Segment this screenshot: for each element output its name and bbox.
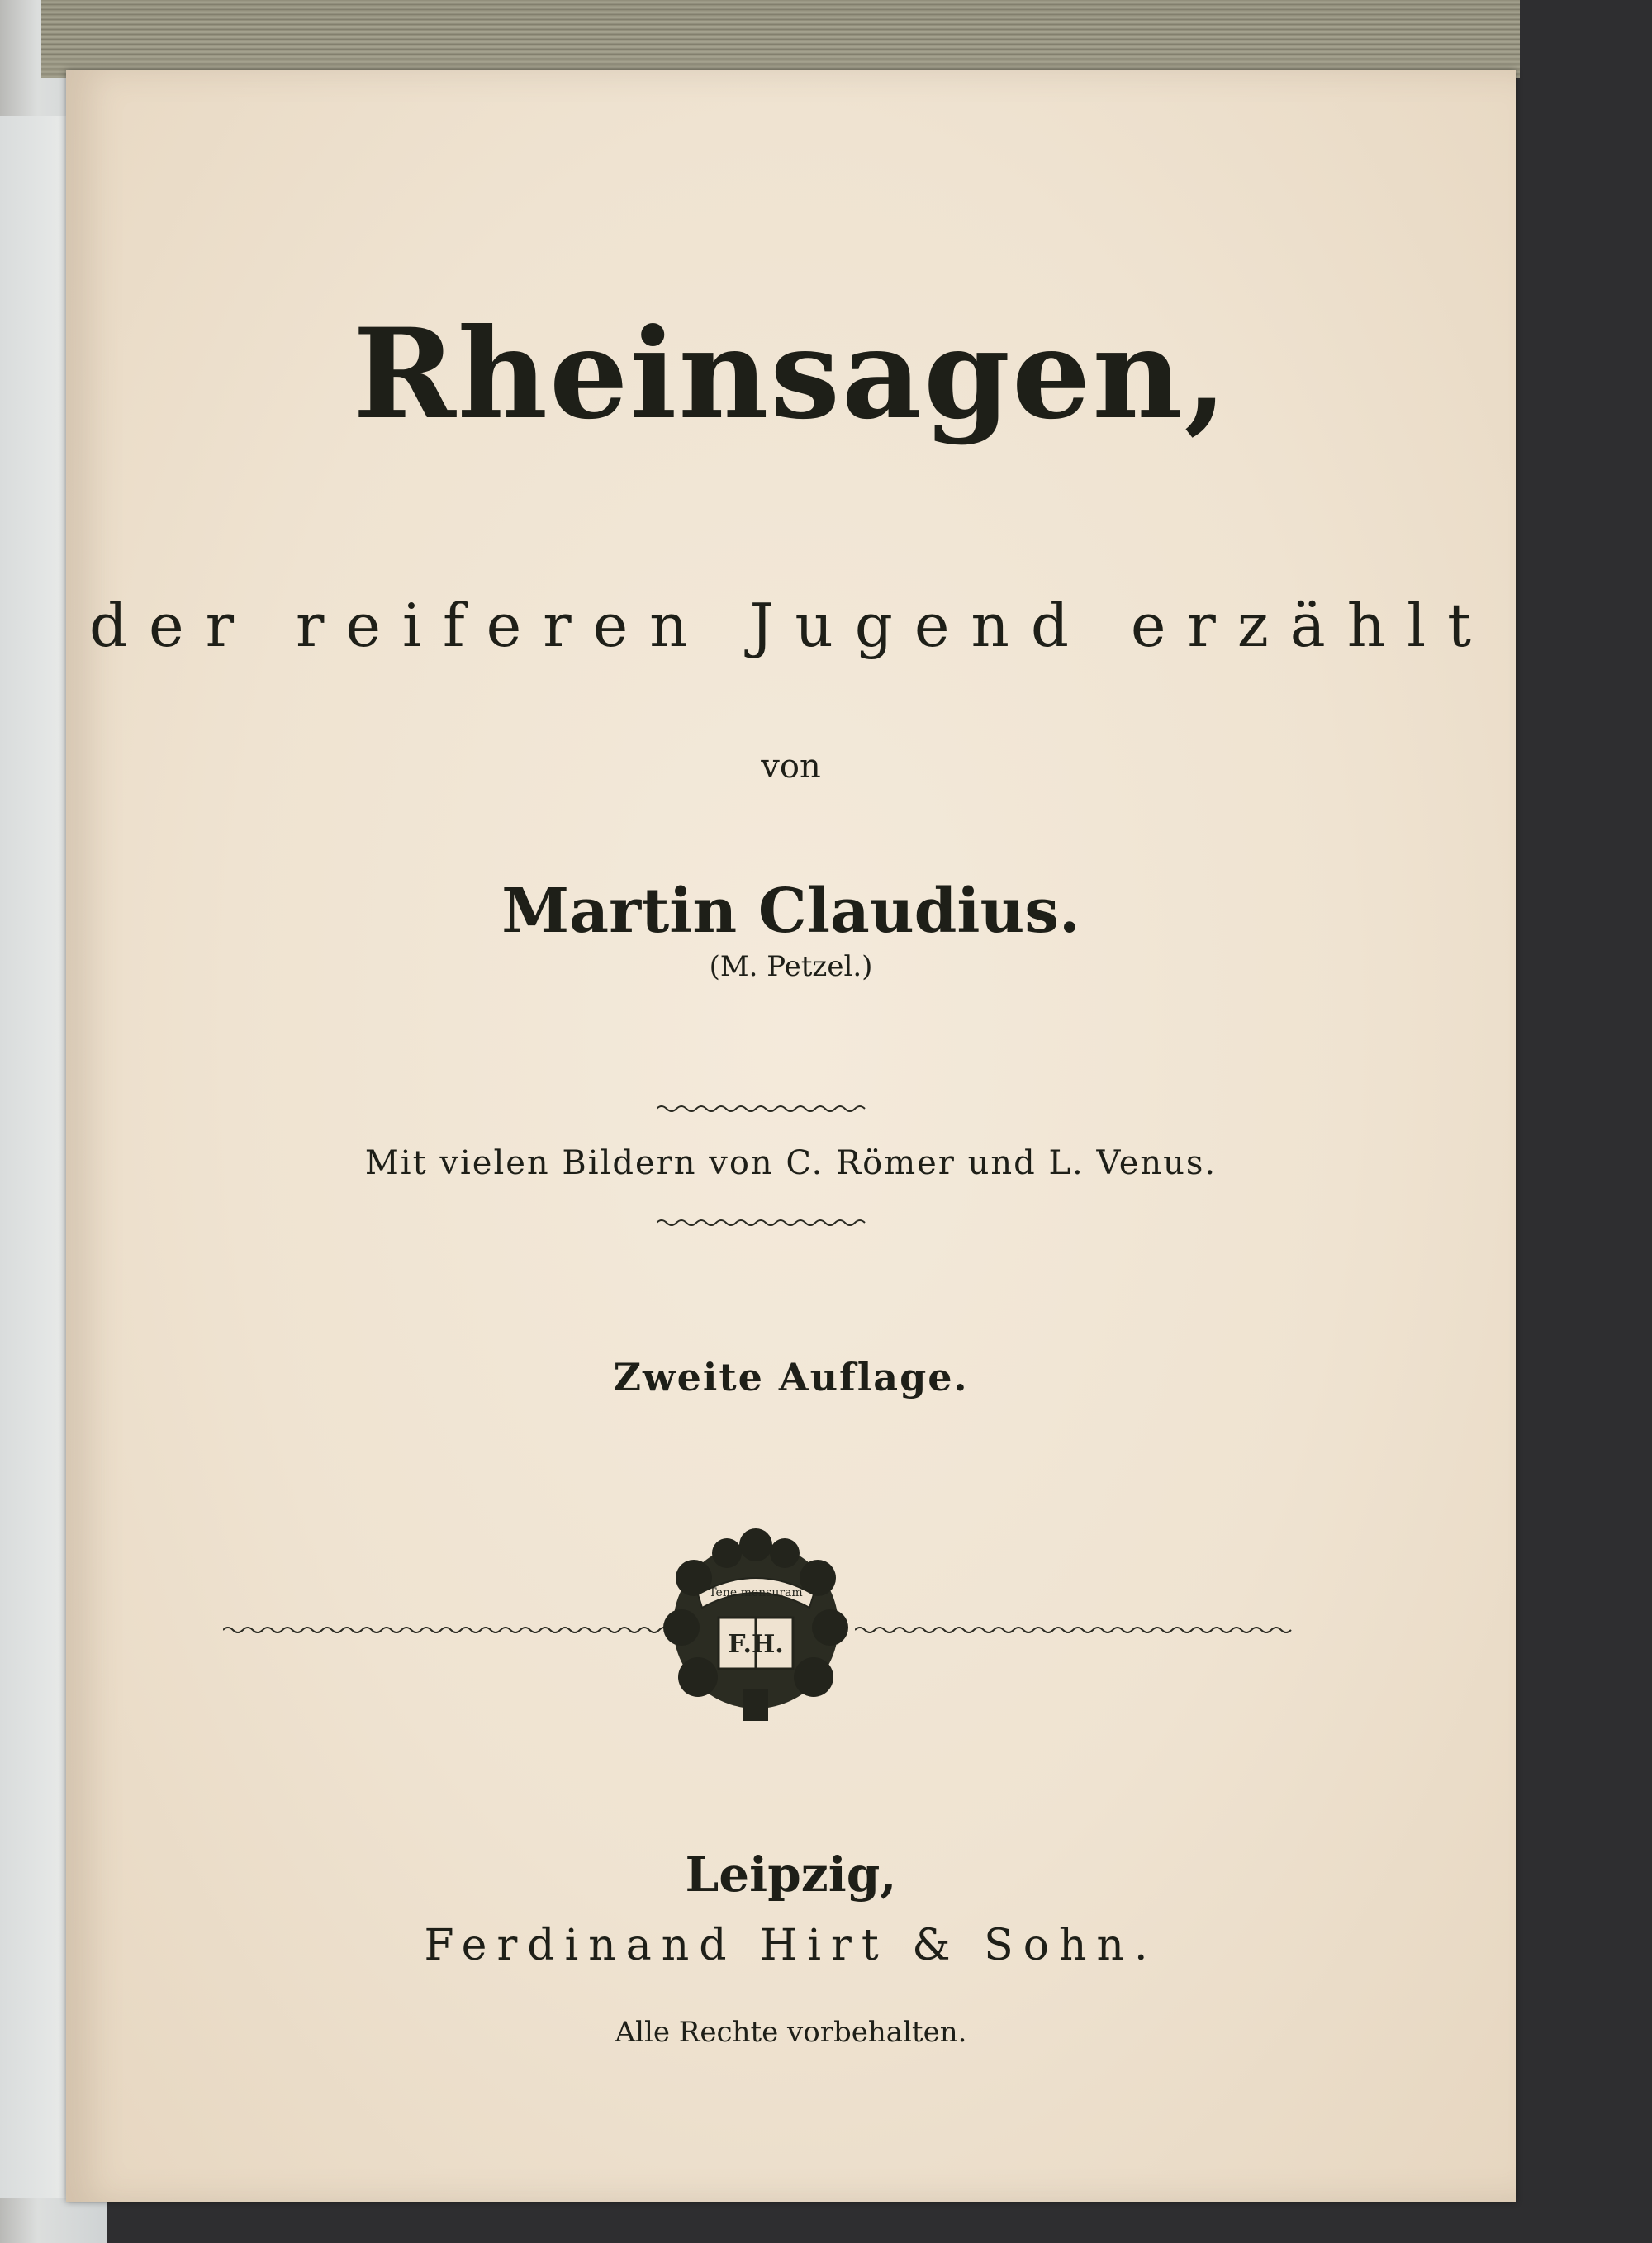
author-name: Martin Claudius. [501, 876, 1080, 947]
emblem-ribbon-text: Tene mensuram [709, 1586, 803, 1599]
author-pseudonym: (M. Petzel.) [709, 950, 873, 983]
publisher-name: Ferdinand Hirt & Sohn. [424, 1921, 1158, 1970]
publication-city: Leipzig, [685, 1846, 897, 1903]
wavy-rule-right [855, 1624, 1293, 1636]
emblem-monogram: F.H. [728, 1630, 784, 1659]
edition-line: Zweite Auflage. [613, 1355, 969, 1399]
wavy-rule-left [223, 1624, 669, 1636]
book-subtitle: der reiferen Jugend erzählt [88, 591, 1493, 660]
book-top-edge [41, 0, 1520, 78]
wavy-divider-top [657, 1103, 871, 1114]
wavy-divider-bottom [657, 1217, 871, 1228]
rights-notice: Alle Rechte vorbehalten. [615, 2016, 967, 2049]
book-title: Rheinsagen, [353, 302, 1229, 447]
illustrators-line: Mit vielen Bildern von C. Römer und L. Venus. [364, 1144, 1218, 1182]
by-line: von [761, 748, 821, 786]
publisher-emblem-icon [661, 1528, 851, 1723]
